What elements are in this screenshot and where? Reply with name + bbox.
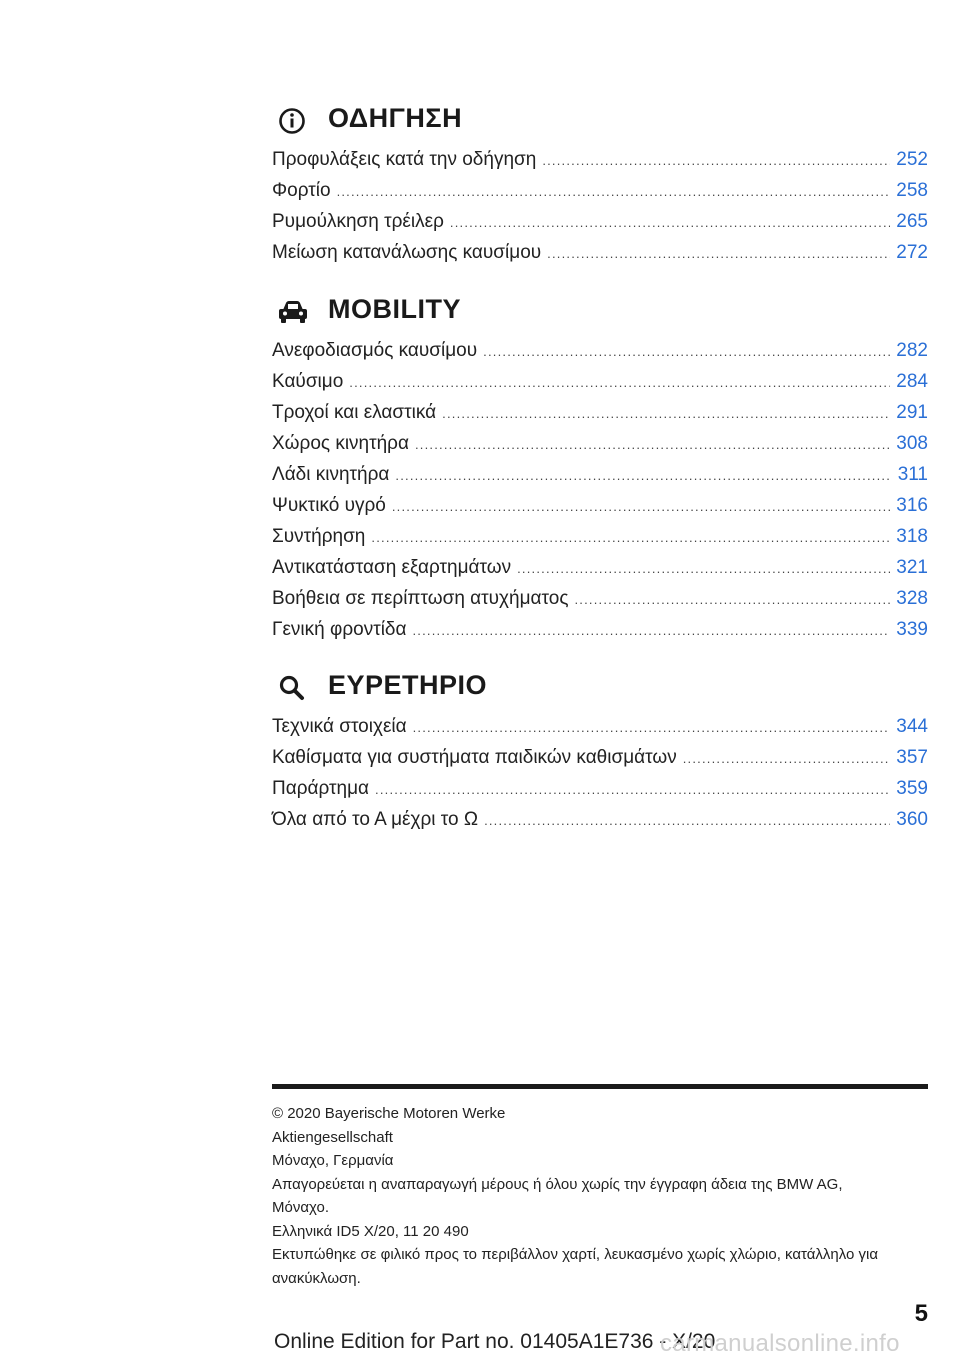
toc-page-link[interactable]: 265	[896, 211, 928, 232]
toc-list	[272, 711, 928, 835]
toc-page-link[interactable]: 284	[896, 371, 928, 392]
imprint-line: Μόναχο.	[272, 1199, 329, 1216]
toc-page-link[interactable]: 282	[896, 340, 928, 361]
dot-leader	[415, 429, 890, 460]
section-mobility	[272, 291, 928, 645]
toc-entry[interactable]	[272, 335, 928, 366]
section-header	[272, 667, 928, 711]
toc-list	[272, 144, 928, 268]
toc-entry-label: Τεχνικά στοιχεία	[272, 716, 407, 737]
dot-leader	[484, 805, 890, 836]
watermark: carmanualsonline.info	[660, 1330, 900, 1357]
section-title: MOBILITY	[328, 294, 461, 324]
toc-page-link[interactable]: 360	[896, 809, 928, 830]
imprint-line: © 2020 Bayerische Motoren Werke	[272, 1105, 506, 1122]
toc-entry[interactable]	[272, 459, 928, 490]
imprint-line: Aktiengesellschaft	[272, 1128, 393, 1146]
toc-page-link[interactable]: 291	[896, 402, 928, 423]
toc-entry-label: Αντικατάσταση εξαρτημάτων	[272, 557, 512, 578]
section-header	[272, 100, 928, 144]
toc-page-link[interactable]: 321	[896, 557, 928, 578]
toc-entry-label: Τροχοί και ελαστικά	[272, 402, 437, 423]
toc-entry-label: Παράρτημα	[272, 778, 370, 799]
toc-entry-label: Προφυλάξεις κατά την οδήγηση	[272, 149, 537, 170]
toc-entry-label: Γενική φροντίδα	[272, 619, 407, 640]
toc-entry[interactable]	[272, 175, 928, 206]
toc-entry[interactable]	[272, 773, 928, 804]
toc-entry-label: Χώρος κινητήρα	[272, 433, 409, 454]
toc-entry[interactable]	[272, 366, 928, 397]
dot-leader	[517, 553, 890, 584]
dot-leader	[683, 743, 891, 774]
toc-page-link[interactable]: 318	[896, 526, 928, 547]
dot-leader	[574, 584, 890, 615]
toc-entry-label: Όλα από το Α μέχρι το Ω	[272, 809, 479, 830]
toc-entry[interactable]	[272, 804, 928, 835]
toc-page-link[interactable]: 316	[896, 495, 928, 516]
toc-entry[interactable]	[272, 397, 928, 428]
toc-page-link[interactable]: 258	[896, 180, 928, 201]
dot-leader	[395, 460, 891, 491]
edition-footer: Online Edition for Part no. 01405A1E736 - X/20	[274, 1330, 716, 1353]
toc-entry[interactable]	[272, 237, 928, 268]
toc-page-link[interactable]: 359	[896, 778, 928, 799]
toc-page-link[interactable]: 357	[896, 747, 928, 768]
toc-page-link[interactable]: 339	[896, 619, 928, 640]
toc-page-link[interactable]: 272	[896, 242, 928, 263]
toc-entry[interactable]	[272, 490, 928, 521]
toc-page-link[interactable]: 308	[896, 433, 928, 454]
toc-page-link[interactable]: 311	[897, 464, 928, 485]
toc-entry[interactable]	[272, 521, 928, 552]
dot-leader	[450, 207, 890, 238]
toc-page-link[interactable]: 252	[896, 149, 928, 170]
dot-leader	[412, 615, 890, 646]
dot-leader	[392, 491, 890, 522]
imprint-line: Μόναχο, Γερμανία	[272, 1152, 394, 1169]
dot-leader	[375, 774, 890, 805]
toc-list	[272, 335, 928, 645]
dot-leader	[542, 145, 890, 176]
section-title: ΟΔΗΓΗΣΗ	[328, 103, 463, 133]
section-header	[272, 291, 928, 335]
toc-entry-label: Βοήθεια σε περίπτωση ατυχήματος	[272, 588, 569, 609]
section-index	[272, 667, 928, 835]
imprint-line: Ελληνικά ID5 X/20, 11 20 490	[272, 1222, 469, 1240]
toc-entry[interactable]	[272, 614, 928, 645]
section-title: ΕΥΡΕΤΗΡΙΟ	[328, 670, 488, 700]
imprint-line: Απαγορεύεται η αναπαραγωγή μέρους ή όλου χωρίς την έγγραφη άδεια της BMW AG,	[272, 1175, 843, 1193]
info-icon	[276, 106, 308, 134]
dot-leader	[371, 522, 890, 553]
car-icon	[276, 297, 308, 325]
dot-leader	[337, 176, 891, 207]
toc-entry[interactable]	[272, 206, 928, 237]
toc-entry-label: Καθίσματα για συστήματα παιδικών καθισμάτων	[272, 747, 677, 768]
toc-page-link[interactable]: 344	[896, 716, 928, 737]
toc-entry[interactable]	[272, 552, 928, 583]
toc-entry[interactable]	[272, 144, 928, 175]
search-icon	[276, 673, 308, 701]
dot-leader	[442, 398, 890, 429]
toc-entry[interactable]	[272, 583, 928, 614]
toc-entry[interactable]	[272, 428, 928, 459]
toc-entry-label: Ρυμούλκηση τρέιλερ	[272, 211, 444, 232]
toc-entry-label: Ψυκτικό υγρό	[272, 495, 386, 516]
footer-divider	[272, 1084, 928, 1089]
dot-leader	[349, 367, 890, 398]
toc-entry-label: Ανεφοδιασμός καυσίμου	[272, 340, 478, 361]
imprint-line: Εκτυπώθηκε σε φιλικό προς το περιβάλλον χαρτί, λευκασμένο χωρίς χλώριο, κατάλληλο για	[272, 1246, 879, 1263]
dot-leader	[483, 336, 890, 367]
toc-entry-label: Μείωση κατανάλωσης καυσίμου	[272, 242, 542, 263]
imprint-line: ανακύκλωση.	[272, 1269, 361, 1287]
dot-leader	[413, 712, 891, 743]
imprint	[272, 1102, 928, 1290]
toc-entry-label: Λάδι κινητήρα	[272, 464, 390, 485]
section-driving	[272, 100, 928, 268]
toc-page-link[interactable]: 328	[896, 588, 928, 609]
toc-entry-label: Καύσιμο	[272, 371, 344, 392]
toc-entry-label: Φορτίο	[272, 180, 331, 201]
page-number: 5	[914, 1300, 928, 1327]
dot-leader	[547, 238, 890, 269]
toc-entry-label: Συντήρηση	[272, 526, 366, 547]
toc-entry[interactable]	[272, 711, 928, 742]
toc-entry[interactable]	[272, 742, 928, 773]
